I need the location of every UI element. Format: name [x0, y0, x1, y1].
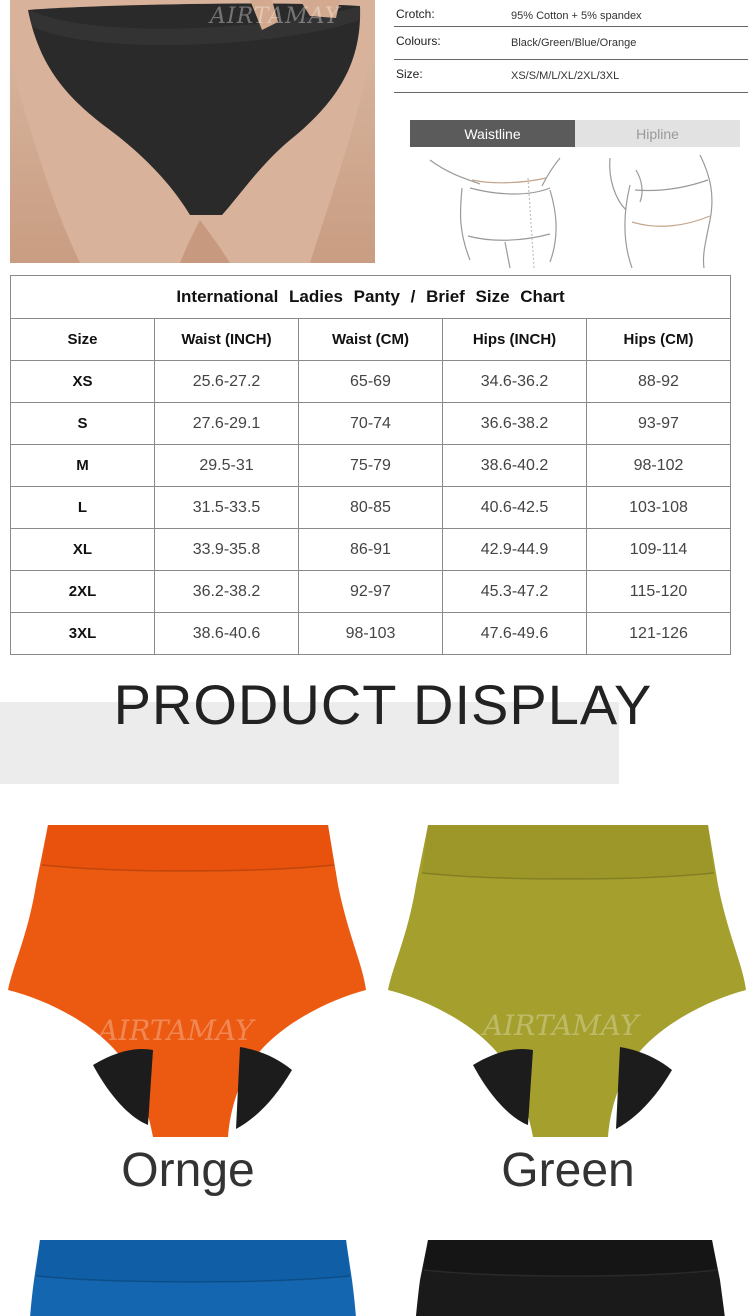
column-header: Size — [11, 319, 155, 361]
brief-waistband — [36, 1240, 350, 1282]
table-cell: 38.6-40.6 — [155, 613, 299, 655]
table-row — [11, 613, 731, 655]
column-header: Waist (CM) — [299, 319, 443, 361]
size-cell: L — [11, 487, 155, 529]
watermark-logo: AIRTAMAY — [483, 1009, 639, 1042]
product-color-label: Green — [501, 1144, 635, 1197]
table-cell: 27.6-29.1 — [155, 403, 299, 445]
table-cell: 121-126 — [587, 613, 731, 655]
brief-waistband — [422, 825, 714, 879]
brief-orange-image — [8, 825, 368, 1140]
brief-blue-image — [28, 1240, 358, 1316]
tab-hipline[interactable]: Hipline — [575, 120, 740, 147]
table-row — [11, 361, 731, 403]
brief-body — [8, 825, 366, 1137]
spec-key: Size: — [396, 67, 423, 81]
table-cell: 103-108 — [587, 487, 731, 529]
table-cell: 65-69 — [299, 361, 443, 403]
table-cell: 109-114 — [587, 529, 731, 571]
column-header: Hips (INCH) — [443, 319, 587, 361]
size-chart-header-row — [11, 319, 731, 361]
size-cell: 3XL — [11, 613, 155, 655]
brief-waistband — [424, 1240, 717, 1276]
column-header: Hips (CM) — [587, 319, 731, 361]
table-row — [11, 403, 731, 445]
spec-row-colours — [394, 27, 748, 60]
table-cell: 75-79 — [299, 445, 443, 487]
watermark-logo: AIRTAMAY — [210, 4, 341, 29]
table-cell: 25.6-27.2 — [155, 361, 299, 403]
spec-key: Crotch: — [396, 7, 435, 21]
table-cell: 70-74 — [299, 403, 443, 445]
tab-waistline[interactable]: Waistline — [410, 120, 575, 147]
column-header: Waist (INCH) — [155, 319, 299, 361]
table-cell: 86-91 — [299, 529, 443, 571]
table-cell: 38.6-40.2 — [443, 445, 587, 487]
table-cell: 98-103 — [299, 613, 443, 655]
model-photo — [10, 0, 375, 263]
size-cell: XL — [11, 529, 155, 571]
product-color-label: Ornge — [121, 1144, 255, 1197]
watermark-logo: AIRTAMAY — [98, 1014, 254, 1047]
spec-list — [394, 0, 748, 93]
size-cell: XS — [11, 361, 155, 403]
table-cell: 29.5-31 — [155, 445, 299, 487]
size-cell: 2XL — [11, 571, 155, 613]
table-row — [11, 571, 731, 613]
spec-row-crotch — [394, 0, 748, 27]
table-cell: 40.6-42.5 — [443, 487, 587, 529]
table-cell: 93-97 — [587, 403, 731, 445]
table-cell: 42.9-44.9 — [443, 529, 587, 571]
table-row — [11, 487, 731, 529]
table-cell: 31.5-33.5 — [155, 487, 299, 529]
product-tile-orange[interactable] — [8, 825, 368, 1205]
table-cell: 36.6-38.2 — [443, 403, 587, 445]
spec-key: Colours: — [396, 34, 441, 48]
product-tile-black[interactable] — [412, 1240, 730, 1316]
table-cell: 98-102 — [587, 445, 731, 487]
section-title: PRODUCT DISPLAY — [113, 673, 653, 736]
size-cell: M — [11, 445, 155, 487]
table-cell: 34.6-36.2 — [443, 361, 587, 403]
spec-value: XS/S/M/L/XL/2XL/3XL — [511, 70, 620, 82]
table-cell: 33.9-35.8 — [155, 529, 299, 571]
table-row — [11, 529, 731, 571]
table-cell: 36.2-38.2 — [155, 571, 299, 613]
table-cell: 92-97 — [299, 571, 443, 613]
measure-tabs — [410, 120, 740, 147]
spec-value: 95% Cotton + 5% spandex — [511, 10, 642, 22]
measurement-sketch — [410, 150, 740, 268]
product-tile-green[interactable] — [388, 825, 748, 1205]
product-tile-blue[interactable] — [28, 1240, 358, 1316]
brief-black-image — [412, 1240, 730, 1316]
brief-waistband — [42, 825, 334, 871]
table-cell: 47.6-49.6 — [443, 613, 587, 655]
table-row — [11, 445, 731, 487]
table-cell: 115-120 — [587, 571, 731, 613]
table-cell: 88-92 — [587, 361, 731, 403]
brief-green-image — [388, 825, 748, 1140]
spec-value: Black/Green/Blue/Orange — [511, 37, 637, 49]
size-cell: S — [11, 403, 155, 445]
size-chart-title: International Ladies Panty / Brief Size Chart — [11, 276, 731, 319]
table-cell: 45.3-47.2 — [443, 571, 587, 613]
black-brief-illustration — [10, 0, 375, 263]
table-cell: 80-85 — [299, 487, 443, 529]
spec-row-size — [394, 60, 748, 93]
size-chart-table — [10, 275, 731, 655]
